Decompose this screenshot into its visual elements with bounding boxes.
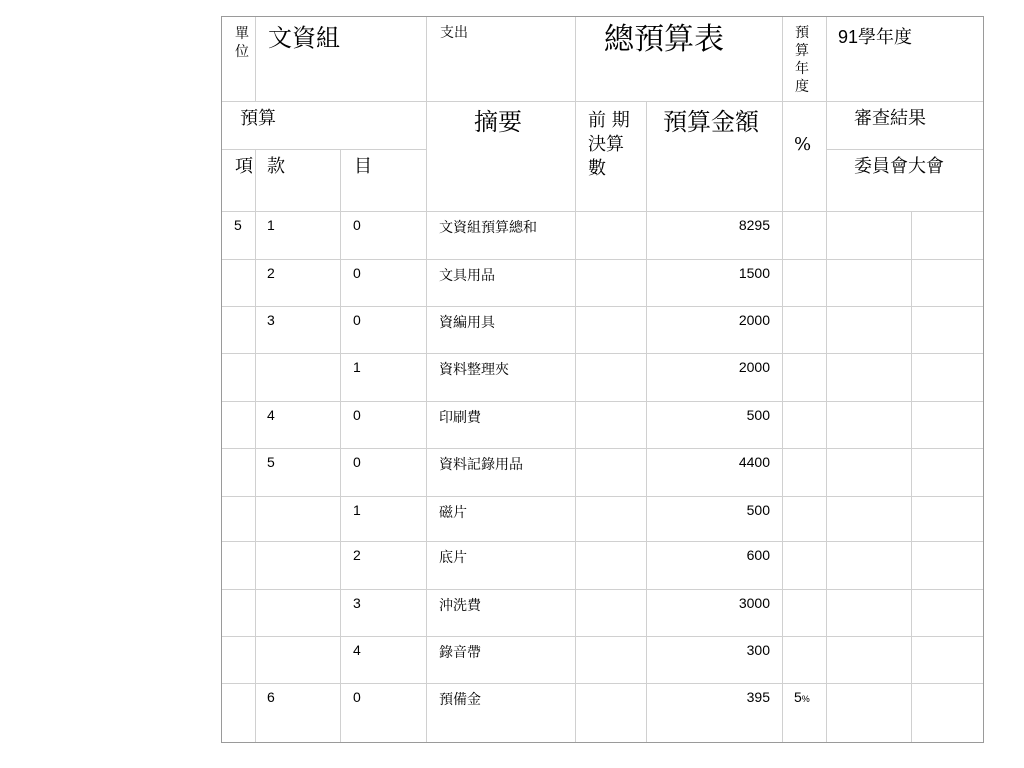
grid-line: [255, 149, 256, 742]
row-section: 3: [267, 312, 275, 328]
committee-header: 委員會大會: [854, 156, 944, 177]
row-summary: 印刷費: [439, 409, 481, 425]
row-amount: 4400: [738, 454, 770, 470]
grid-line: [222, 306, 983, 307]
year-label: 預算年度: [795, 25, 809, 95]
grid-line: [222, 101, 983, 102]
row-subsection: 0: [353, 265, 361, 281]
row-subsection: 2: [353, 547, 361, 563]
row-amount: 500: [746, 502, 770, 518]
grid-line: [222, 149, 426, 150]
row-amount: 300: [746, 642, 770, 658]
grid-line: [340, 149, 341, 742]
row-section: 6: [267, 689, 275, 705]
section-header: 款: [267, 156, 285, 177]
row-subsection: 0: [353, 454, 361, 470]
row-summary: 沖洗費: [439, 597, 481, 613]
percent-header: %: [794, 134, 812, 155]
previous-header: 前 期 決算數: [588, 110, 630, 179]
row-item: 5: [234, 217, 242, 233]
row-summary: 磁片: [439, 504, 467, 520]
row-amount: 3000: [738, 595, 770, 611]
grid-line: [222, 211, 983, 212]
grid-line: [646, 101, 647, 742]
row-summary: 文資組預算總和: [439, 219, 537, 235]
row-section: 4: [267, 407, 275, 423]
row-subsection: 3: [353, 595, 361, 611]
grid-line: [222, 401, 983, 402]
grid-line: [911, 211, 912, 742]
row-amount: 8295: [738, 217, 770, 233]
grid-line: [222, 496, 983, 497]
row-subsection: 4: [353, 642, 361, 658]
budget-table: [221, 16, 984, 743]
grid-line: [222, 541, 983, 542]
row-summary: 資料整理夾: [439, 361, 509, 377]
budget-header: 預算: [240, 108, 276, 129]
row-summary: 資編用具: [439, 314, 495, 330]
row-amount: 500: [746, 407, 770, 423]
row-summary: 資料記錄用品: [439, 456, 523, 472]
row-section: 1: [267, 217, 275, 233]
row-subsection: 0: [353, 217, 361, 233]
amount-header: 預算金額: [663, 108, 759, 136]
row-summary: 錄音帶: [439, 644, 481, 660]
grid-line: [575, 17, 576, 742]
year-value: 91學年度: [838, 27, 913, 47]
row-summary: 文具用品: [439, 267, 495, 283]
row-section: 5: [267, 454, 275, 470]
grid-line: [222, 259, 983, 260]
grid-line: [426, 17, 427, 742]
review-header: 審查結果: [854, 108, 926, 129]
item-header: 項: [235, 156, 253, 177]
subsection-header: 目: [354, 156, 372, 177]
row-subsection: 1: [353, 359, 361, 375]
row-percent: 5%: [794, 689, 810, 705]
unit-value: 文資組: [268, 24, 340, 52]
row-summary: 預備金: [439, 691, 481, 707]
grid-line: [826, 17, 827, 742]
row-subsection: 0: [353, 312, 361, 328]
grid-line: [782, 17, 783, 742]
row-subsection: 1: [353, 502, 361, 518]
row-amount: 1500: [738, 265, 770, 281]
grid-line: [255, 17, 256, 101]
row-amount: 600: [746, 547, 770, 563]
grid-line: [222, 589, 983, 590]
summary-header: 摘要: [474, 108, 522, 136]
row-subsection: 0: [353, 689, 361, 705]
row-amount: 2000: [738, 359, 770, 375]
grid-line: [222, 448, 983, 449]
row-subsection: 0: [353, 407, 361, 423]
row-amount: 2000: [738, 312, 770, 328]
row-amount: 395: [746, 689, 770, 705]
grid-line: [222, 636, 983, 637]
type-label: 支出: [440, 25, 468, 41]
page-title: 總預算表: [604, 22, 724, 57]
unit-label: 單位: [235, 26, 249, 60]
row-section: 2: [267, 265, 275, 281]
row-summary: 底片: [439, 549, 467, 565]
grid-line: [222, 683, 983, 684]
grid-line: [826, 149, 983, 150]
grid-line: [222, 353, 983, 354]
